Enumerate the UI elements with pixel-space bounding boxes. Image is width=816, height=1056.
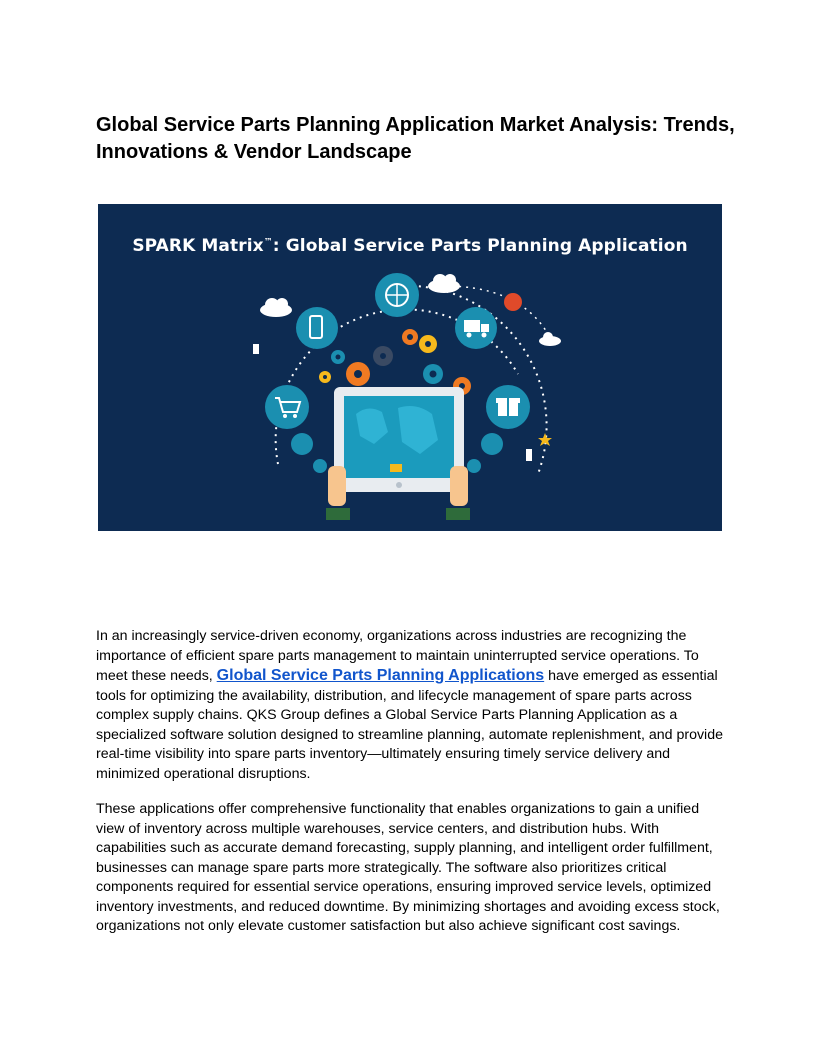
bubble (481, 433, 503, 455)
tag-icon (253, 344, 259, 354)
bubble (467, 459, 481, 473)
service-parts-link[interactable]: Global Service Parts Planning Applications (216, 667, 545, 684)
gear-icon (423, 364, 443, 384)
document-title: Global Service Parts Planning Application Market Analysis: Trends, Innovations & Vendor Landscape (96, 114, 735, 163)
globe-plane-icon (375, 273, 419, 317)
banner-title-main: SPARK Matrix (132, 236, 264, 256)
mobile-cart-icon (296, 307, 338, 349)
gift-icon (486, 385, 530, 429)
paragraph-functionality: These applications offer comprehensive functionality that enables organizations to gain a unified view of inventory across multiple warehouses, service centers, and distribution hubs. With capabilities such as accurate demand forecasting, supply planning, and intelligent order fulfillment, businesses can manage spare parts more strategically. The software also prioritizes critical components required for essential service operations, ensuring improved service levels, optimized inventory investments, and reduced downtime. By minimizing shortages and avoiding excess stock, organizations not only elevate customer satisfaction but also achieve significant cost savings. (96, 801, 720, 934)
paragraph-intro (96, 627, 724, 784)
gear-icon (373, 346, 393, 366)
gear-icon (319, 371, 331, 383)
bubble (291, 433, 313, 455)
paragraph-text: have emerged as essential tools for optimizing the availability, distribution, and lifecycle management of spare parts across complex supply chains. QKS Group defines a Global Service Parts Planning Application as a specialized software solution designed to streamline planning, automate replenishment, and provide real-time visibility into spare parts inventory—ultimately ensuring timely service delivery and minimized operational disruptions. (96, 668, 723, 782)
tag-icon (526, 449, 532, 461)
truck-icon (455, 307, 497, 349)
paragraph-text: In an increasingly service-driven economy, organizations across industries are recognizing the importance of efficient spare parts management to maintain uninterrupted service operations. To meet these needs, (96, 628, 699, 684)
banner-title-rest: : Global Service Parts Planning Application (272, 236, 688, 256)
fruit-icon (504, 293, 522, 311)
cloud-icon (428, 274, 460, 293)
spark-matrix-banner (98, 204, 722, 531)
cloud-icon (260, 298, 292, 317)
gear-icon (402, 329, 418, 345)
cloud-icon (539, 332, 561, 346)
trademark-mark: ™ (263, 237, 273, 248)
shopping-cart-icon (265, 385, 309, 429)
bubble (313, 459, 327, 473)
tablet-icon (334, 387, 464, 492)
banner-title (98, 236, 722, 256)
gear-icon (331, 350, 345, 364)
gear-icon (419, 335, 437, 353)
gear-icon (346, 362, 370, 386)
